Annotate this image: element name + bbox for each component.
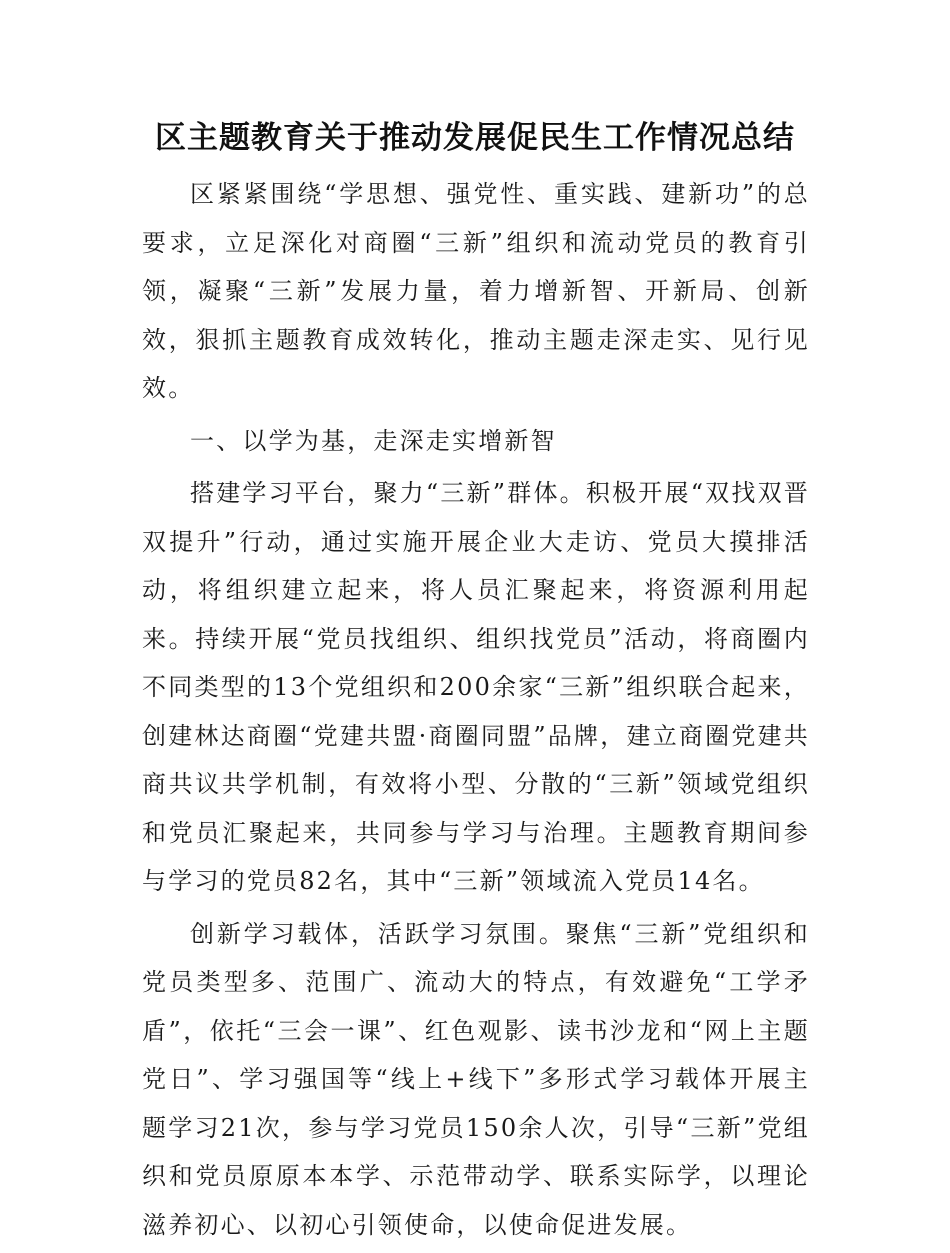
paragraph-learning-carrier: 创新学习载体，活跃学习氛围。聚焦“三新”党组织和党员类型多、范围广、流动大的特点，有效避免“工学矛盾”，依托“三会一课”、红色观影、读书沙龙和“网上主题党日”、学习强国等“线上+线下”多形式学习载体开展主题学习21次，参与学习党员150余人次，引导“三新”党组织和党员原原本本学、示范带动学、联系实际学，以理论滋养初心、以初心引领使命，以使命促进发展。	[142, 919, 810, 1239]
paragraph-intro: 区紧紧围绕“学思想、强党性、重实践、建新功”的总要求，立足深化对商圈“三新”组织和流动党员的教育引领，凝聚“三新”发展力量，着力增新智、开新局、创新效，狠抓主题教育成效转化，推动主题走深走实、见行见效。	[142, 180, 810, 402]
document-title: 区主题教育关于推动发展促民生工作情况总结	[155, 120, 795, 156]
paragraph-learning-platform: 搭建学习平台，聚力“三新”群体。积极开展“双找双晋双提升”行动，通过实施开展企业大走访、党员大摸排活动，将组织建立起来，将人员汇聚起来，将资源利用起来。持续开展“党员找组织、组织找党员”活动，将商圈内不同类型的13个党组织和200余家“三新”组织联合起来，创建林达商圈“党建共盟·商圈同盟”品牌，建立商圈党建共商共议共学机制，有效将小型、分散的“三新”领域党组织和党员汇聚起来，共同参与学习与治理。主题教育期间参与学习的党员82名，其中“三新”领域流入党员14名。	[142, 479, 810, 895]
document-body	[142, 170, 810, 1253]
section-heading: 一、以学为基，走深走实增新智	[190, 426, 557, 455]
